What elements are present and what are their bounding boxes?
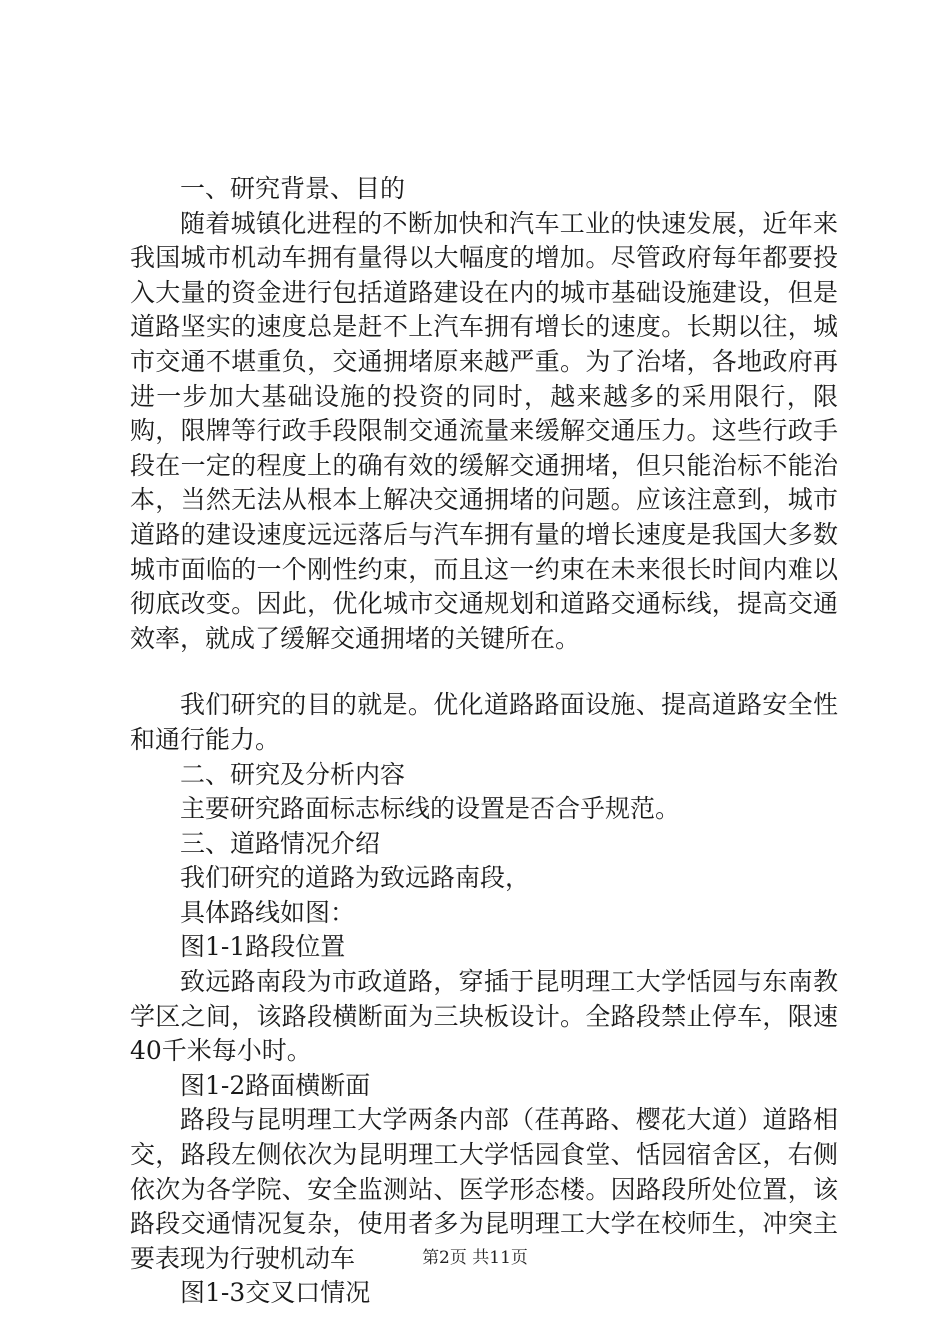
figure-caption: 图1-2路面横断面 bbox=[180, 1070, 371, 1100]
document-body bbox=[130, 172, 838, 1311]
body-paragraph: 致远路南段为市政道路，穿插于昆明理工大学恬园与东南教学区之间，该路段横断面为三块板设计。全路段禁止停车，限速40千米每小时。 bbox=[130, 967, 838, 1066]
body-paragraph: 我们研究的道路为致远路南段， bbox=[180, 863, 531, 893]
body-paragraph: 路段与昆明理工大学两条内部（荏苒路、樱花大道）道路相交，路段左侧依次为昆明理工大学恬园食堂、恬园宿舍区，右侧依次为各学院、安全监测站、医学形态楼。因路段所处位置，该路段交通情况复杂，使用者多为昆明理工大学在校师生，冲突主要表现为行驶机动车 bbox=[130, 1105, 838, 1273]
figure-caption: 图1-1路段位置 bbox=[180, 932, 346, 962]
body-paragraph: 具体路线如图： bbox=[180, 897, 356, 927]
section-heading: 二、研究及分析内容 bbox=[180, 759, 406, 789]
body-paragraph: 我们研究的目的就是。优化道路路面设施、提高道路安全性和通行能力。 bbox=[130, 690, 838, 754]
section-heading: 三、道路情况介绍 bbox=[180, 828, 381, 858]
page-number-footer: 第2页 共11页 bbox=[422, 1248, 528, 1268]
section-heading: 一、研究背景、目的 bbox=[180, 174, 406, 203]
figure-caption: 图1-3交叉口情况 bbox=[180, 1278, 371, 1308]
body-paragraph: 主要研究路面标志标线的设置是否合乎规范。 bbox=[180, 794, 681, 824]
body-paragraph: 随着城镇化进程的不断加快和汽车工业的快速发展，近年来我国城市机动车拥有量得以大幅度的增加。尽管政府每年都要投入大量的资金进行包括道路建设在内的城市基础设施建设，但是道路坚实的速度总是赶不上汽车拥有增长的速度。长期以往，城市交通不堪重负，交通拥堵原来越严重。为了治堵，各地政府再进一步加大基础设施的投资的同时，越来越多的采用限行，限购，限牌等行政手段限制交通流量来缓解交通压力。这些行政手段在一定的程度上的确有效的缓解交通拥堵，但只能治标不能治本，当然无法从根本上解决交通拥堵的问题。应该注意到，城市道路的建设速度远远落后与汽车拥有量的增长速度是我国大多数城市面临的一个刚性约束，而且这一约束在未来很长时间内难以彻底改变。因此，优化城市交通规划和道路交通标线，提高交通效率，就成了缓解交通拥堵的关键所在。 bbox=[130, 208, 838, 653]
